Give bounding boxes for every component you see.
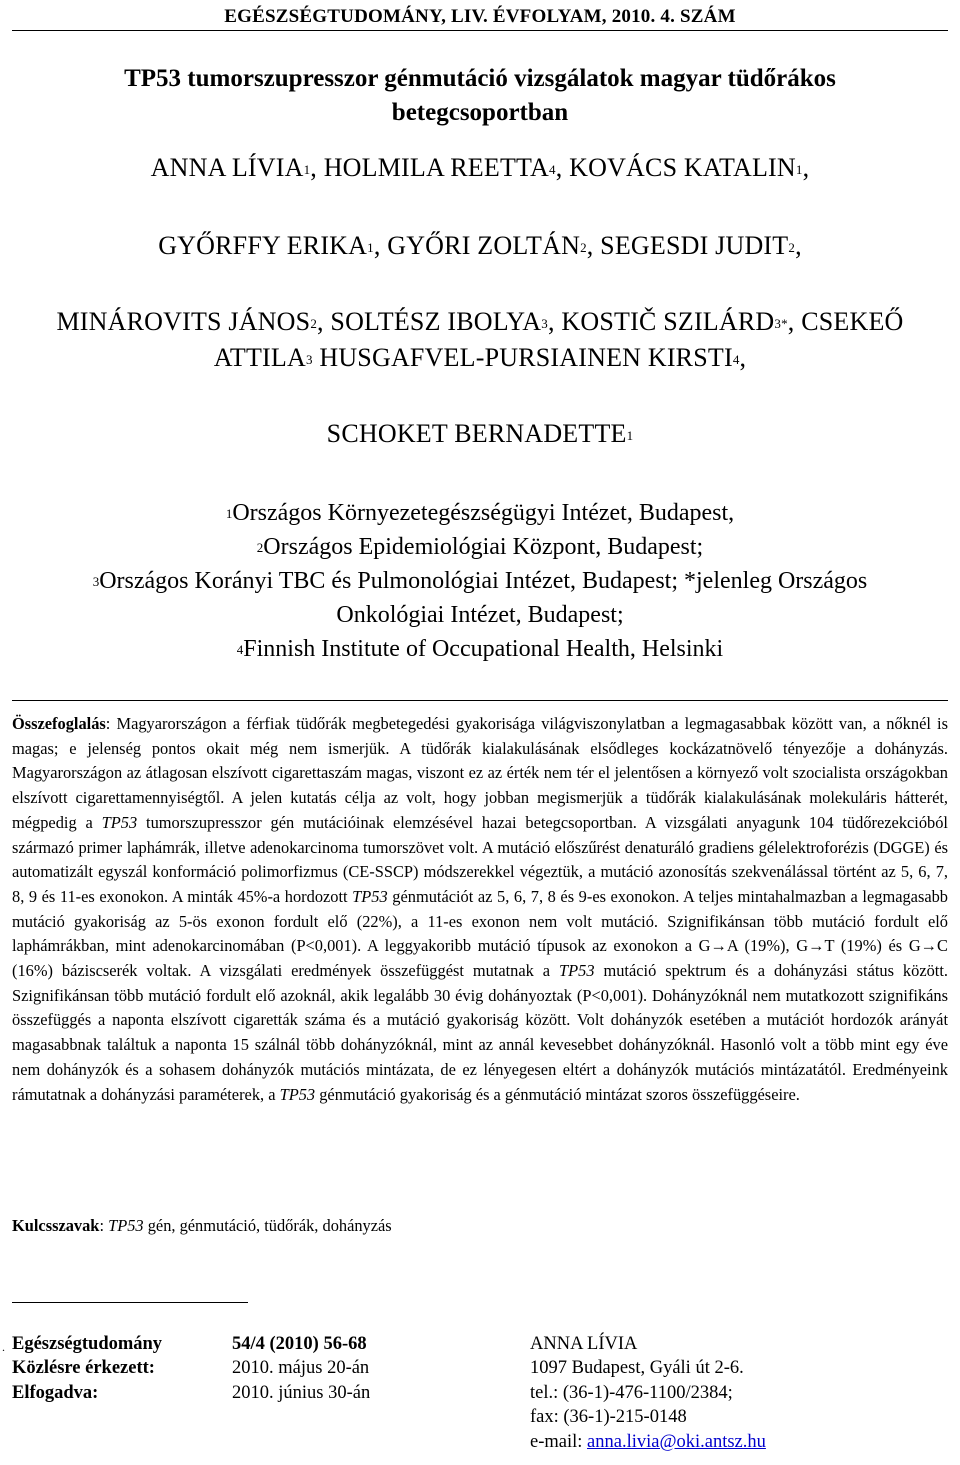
author-name: MINÁROVITS JÁNOS (56, 307, 311, 336)
author-line-5 (10, 416, 950, 452)
author-list (10, 150, 950, 452)
keywords-sep: : (99, 1216, 109, 1235)
abstract-text-4: mutáció spektrum és a dohányzási státus között. Szignifikánsan több mutáció fordult elő azoknál, akik legalább 30 évig dohányoztak (P<0,001). Dohányzóknál nem mutatkozott szignifikáns összefüggés a naponta elszívott cigaretták száma és a mutáció gyakoriság között. Volt dohányzók esetében a mutációt hordozók arányát magasabbnak találtuk a naponta 15 szálnál több dohányzóknál, mint az annál kevesebbet dohányzóknál. Hasonló volt a több mint egy éve nem dohányzók és a sohasem dohányzók mutációs mintázata, de ez lényegesen eltért a dohányzók mutációs mintázatától. Eredményeink rámutatnak a dohányzási paraméterek, a (12, 961, 948, 1104)
author-separator: , (802, 153, 810, 182)
affiliations (10, 496, 950, 666)
footer-accepted-label: Elfogadva: (12, 1382, 99, 1403)
author-separator: , (586, 231, 601, 260)
footer-row (12, 1356, 948, 1380)
affiliation-3 (10, 564, 950, 598)
author-line-1 (10, 150, 950, 186)
affiliation-marker: 2 (310, 316, 318, 331)
affiliation-3-text: Országos Korányi TBC és Pulmonológiai Intézet, Budapest; *jelenleg Országos (99, 568, 868, 594)
affiliation-4 (10, 632, 950, 666)
affiliation-3-cont: Onkológiai Intézet, Budapest; (336, 602, 624, 628)
author-separator: , (373, 231, 388, 260)
email-label: e-mail: (530, 1431, 588, 1452)
title-line-1: TP53 tumorszupresszor génmutáció vizsgálatok magyar tüdőrákos (124, 65, 836, 92)
footer-row (12, 1381, 948, 1405)
article-title (20, 62, 940, 130)
footer-accepted-date: 2010. június 30-án (232, 1382, 371, 1403)
affiliation-marker: 3 (305, 352, 313, 367)
author-separator: , (795, 231, 802, 260)
footer-row (12, 1430, 948, 1454)
author-separator: , (317, 307, 331, 336)
affiliation-marker: 4 (732, 352, 740, 367)
journal-header: EGÉSZSÉGTUDOMÁNY, LIV. ÉVFOLYAM, 2010. 4. SZÁM (224, 6, 736, 27)
author-name: CSEKEŐ (801, 307, 904, 336)
author-separator: , (555, 153, 570, 182)
affiliation-2-text: Országos Epidemiológiai Központ, Budapest; (263, 534, 704, 560)
keywords-label: Kulcsszavak (12, 1216, 100, 1235)
gene-name: TP53 (101, 812, 138, 832)
email-link[interactable]: anna.livia@oki.antsz.hu (587, 1431, 766, 1452)
affiliation-marker: 1 (367, 240, 374, 255)
abstract-label: Összefoglalás (12, 714, 106, 733)
affiliation-marker: 3 (541, 316, 548, 331)
affiliation-4-marker: 4 (236, 642, 244, 657)
affiliation-marker: 2 (580, 240, 587, 255)
author-line-4 (10, 340, 950, 376)
footer-fax: fax: (36-1)-215-0148 (530, 1407, 687, 1428)
gene-name: TP53 (279, 1084, 316, 1104)
author-separator: , (548, 307, 562, 336)
gene-name: TP53 (352, 886, 388, 906)
abstract-paragraph (12, 712, 948, 1107)
author-name: KOSTIČ SZILÁRD (561, 307, 775, 336)
abstract-text-1: : Magyarországon a férfiak tüdőrák megbetegedési gyakorisága világviszonylatban a legmagasabbak között van, a nőknél is magas; e jelenség pontos okait még nem ismerjük. A tüdőrák kialakulásának elsődleges kockázatnövelő tényezője a dohányzás. Magyarországon az átlagosan elszívott cigarettaszám magas, viszont ez az érték nem tér el jelentősen a környező volt szocialista országokban elszívott cigarettamennyiségtől. A jelen kutatás célja az volt, hogy jobban megismerjük a tüdőrák kialakulásának molekuláris hátterét, mégpedig a (12, 714, 948, 832)
footer-email (530, 1430, 766, 1454)
footer-row (12, 1332, 948, 1356)
author-name: SOLTÉSZ IBOLYA (330, 307, 542, 336)
header-rule (12, 30, 948, 31)
abstract-rule (12, 700, 948, 701)
affiliation-2 (10, 530, 950, 564)
affiliation-marker: 1 (303, 162, 311, 177)
affiliation-3-marker: 3 (92, 574, 100, 589)
abstract (12, 712, 948, 1107)
author-name: GYŐRFFY ERIKA (158, 231, 368, 260)
affiliation-marker: 1 (626, 428, 634, 443)
footer-address: 1097 Budapest, Gyáli út 2-6. (530, 1358, 744, 1379)
affiliation-1-marker: 1 (225, 506, 233, 521)
abstract-text-5: génmutáció gyakoriság és a génmutáció mintázat szoros összefüggéseire. (315, 1084, 800, 1104)
footer-citation: 54/4 (2010) 56-68 (232, 1334, 367, 1354)
title-line-2: betegcsoportban (391, 99, 569, 126)
footer-phone: tel.: (36-1)-476-1100/2384; (530, 1382, 733, 1403)
affiliation-4-text: Finnish Institute of Occupational Health, Helsinki (243, 636, 724, 662)
keywords-text: gén, génmutáció, tüdőrák, dohányzás (143, 1216, 392, 1235)
footer-row (12, 1405, 948, 1429)
keywords (12, 1214, 948, 1238)
abstract-text-3: génmutációt az 5, 6, 7, 8 és 9-es exonokon. A teljes mintahalmazban a legmagasabb mutáció gyakoriság az 5-ös exonon fordult elő (22%), a 11-es exonon nem volt mutáció. Szignifikánsan több mutáció fordult elő laphámrákban, mint adenokarcinomában (P<0,001). A leggyakoribb mutáció típusok az exonokon a G→A (19%), G→T (19%) és G→C (16%) báziscserék voltak. A vizsgálati eredmények összefüggést mutatnak a (12, 886, 948, 981)
footer-contact-name: ANNA LÍVIA (530, 1334, 638, 1354)
author-name: KOVÁCS KATALIN (569, 153, 796, 182)
footer-received-date: 2010. május 20-án (232, 1358, 370, 1379)
author-name: ATTILA (213, 343, 306, 372)
gene-name: TP53 (559, 961, 595, 981)
author-line-3 (10, 304, 950, 340)
footer-received-label: Közlésre érkezett: (12, 1358, 155, 1379)
author-separator: , (739, 343, 747, 372)
author-name: HUSGAFVEL-PURSIAINEN KIRSTI (319, 343, 733, 372)
affiliation-marker: 3* (774, 316, 788, 331)
affiliation-marker: 2 (788, 240, 796, 255)
affiliation-1-text: Országos Környezetegészségügyi Intézet, Budapest, (232, 500, 735, 526)
author-name: GYŐRI ZOLTÁN (387, 231, 581, 260)
footer-info (12, 1332, 948, 1454)
author-line-2 (10, 228, 950, 264)
footnote-rule (12, 1302, 248, 1303)
author-name: SEGESDI JUDIT (600, 231, 789, 260)
footer-journal-name: Egészségtudomány (12, 1334, 163, 1354)
author-separator: , (310, 153, 324, 182)
author-name: HOLMILA REETTA (323, 153, 550, 182)
author-separator: , (787, 307, 802, 336)
affiliation-marker: 1 (795, 162, 803, 177)
abstract-text-2: tumorszupresszor gén mutációinak elemzésével hazai betegcsoportban. A vizsgálati anyagunk 104 tüdőrezekcióból származó primer laphámrák, illetve adenokarcinoma tumorszövet volt. A mutáció előszűrést denaturáló gradiens gélelektroforézis (DGGE) és automatizált egyszál konformáció polimorfizmus (CE-SSCP) módszerekkel végeztük, a mutáció azonosítás szekvenálással történt az 5, 6, 7, 8, 9 és 11-es exonokon. A minták 45%-a hordozott (12, 812, 948, 906)
gene-name: TP53 (108, 1216, 144, 1235)
affiliation-1 (10, 496, 950, 530)
affiliation-marker: 4 (549, 162, 556, 177)
margin-dot: . (2, 1340, 5, 1354)
affiliation-2-marker: 2 (256, 540, 264, 555)
author-name: SCHOKET BERNADETTE (326, 419, 627, 448)
author-name: ANNA LÍVIA (150, 153, 304, 182)
